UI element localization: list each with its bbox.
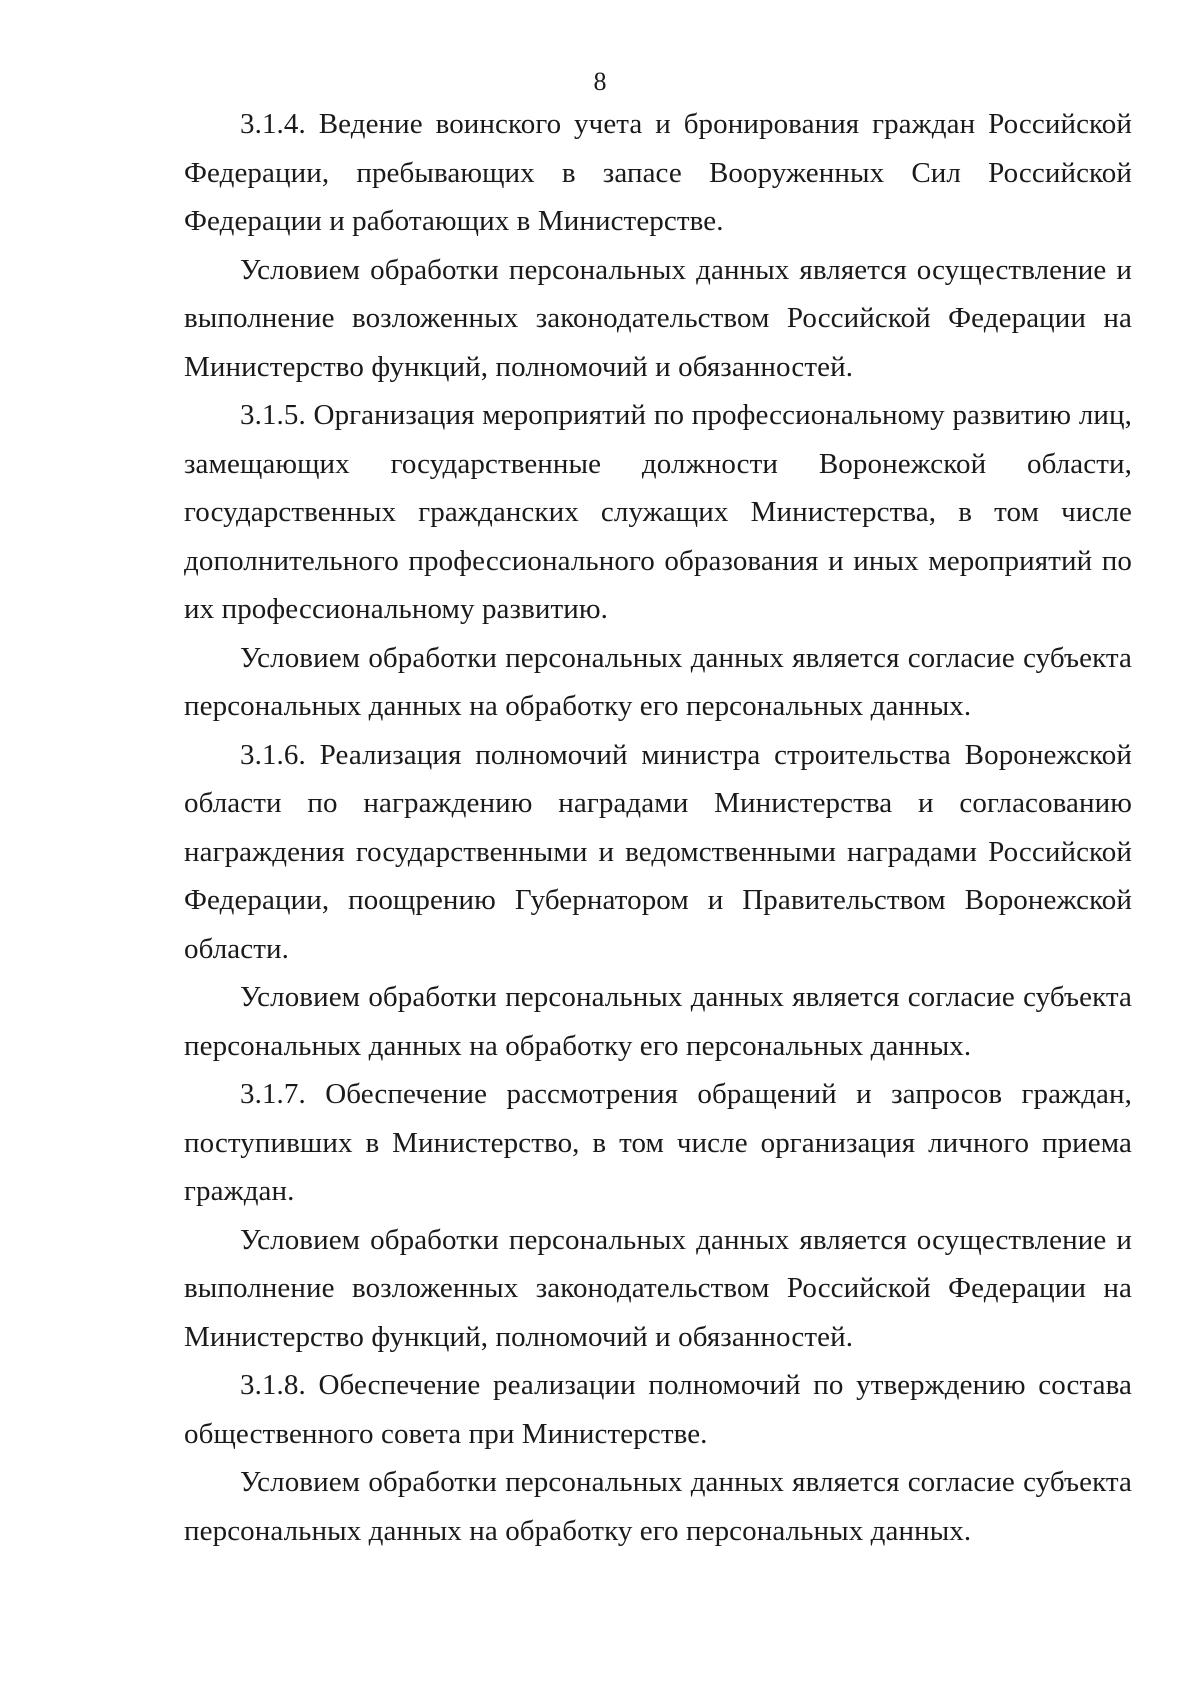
paragraph-condition: Условием обработки персональных данных является осуществление и выполнение возложенных законодательством Российской Федерации на Министерство функций, полномочий и обязанностей.: [184, 253, 1132, 383]
paragraph-condition: Условием обработки персональных данных является согласие субъекта персональных данных на обработку его персональных данных.: [184, 641, 1132, 722]
document-body: [184, 100, 1132, 1555]
paragraph-condition: Условием обработки персональных данных является согласие субъекта персональных данных на обработку его персональных данных.: [184, 1466, 1132, 1547]
paragraph-condition: Условием обработки персональных данных является осуществление и выполнение возложенных законодательством Российской Федерации на Министерство функций, полномочий и обязанностей.: [184, 1223, 1132, 1353]
paragraph-3-1-4: 3.1.4. Ведение воинского учета и бронирования граждан Российской Федерации, пребывающих в запасе Вооруженных Сил Российской Федерации и работающих в Министерстве.: [184, 108, 1132, 237]
paragraph-3-1-7: 3.1.7. Обеспечение рассмотрения обращений и запросов граждан, поступивших в Министерство, в том числе организация личного приема граждан.: [184, 1078, 1132, 1207]
paragraph-condition: Условием обработки персональных данных является согласие субъекта персональных данных на обработку его персональных данных.: [184, 981, 1132, 1062]
paragraph-3-1-8: 3.1.8. Обеспечение реализации полномочий по утверждению состава общественного совета при Министерстве.: [184, 1369, 1132, 1450]
paragraph-3-1-5: 3.1.5. Организация мероприятий по профессиональному развитию лиц, замещающих государственные должности Воронежской области, государственных гражданских служащих Министерства, в том числе дополнительного профессионального образования и иных мероприятий по их профессиональному развитию.: [184, 399, 1132, 625]
paragraph-3-1-6: 3.1.6. Реализация полномочий министра строительства Воронежской области по награждению наградами Министерства и согласованию награждения государственными и ведомственными наградами Российской Федерации, поощрению Губернатором и Правительством Воронежской области.: [184, 738, 1132, 965]
page-number: 8: [593, 67, 607, 96]
